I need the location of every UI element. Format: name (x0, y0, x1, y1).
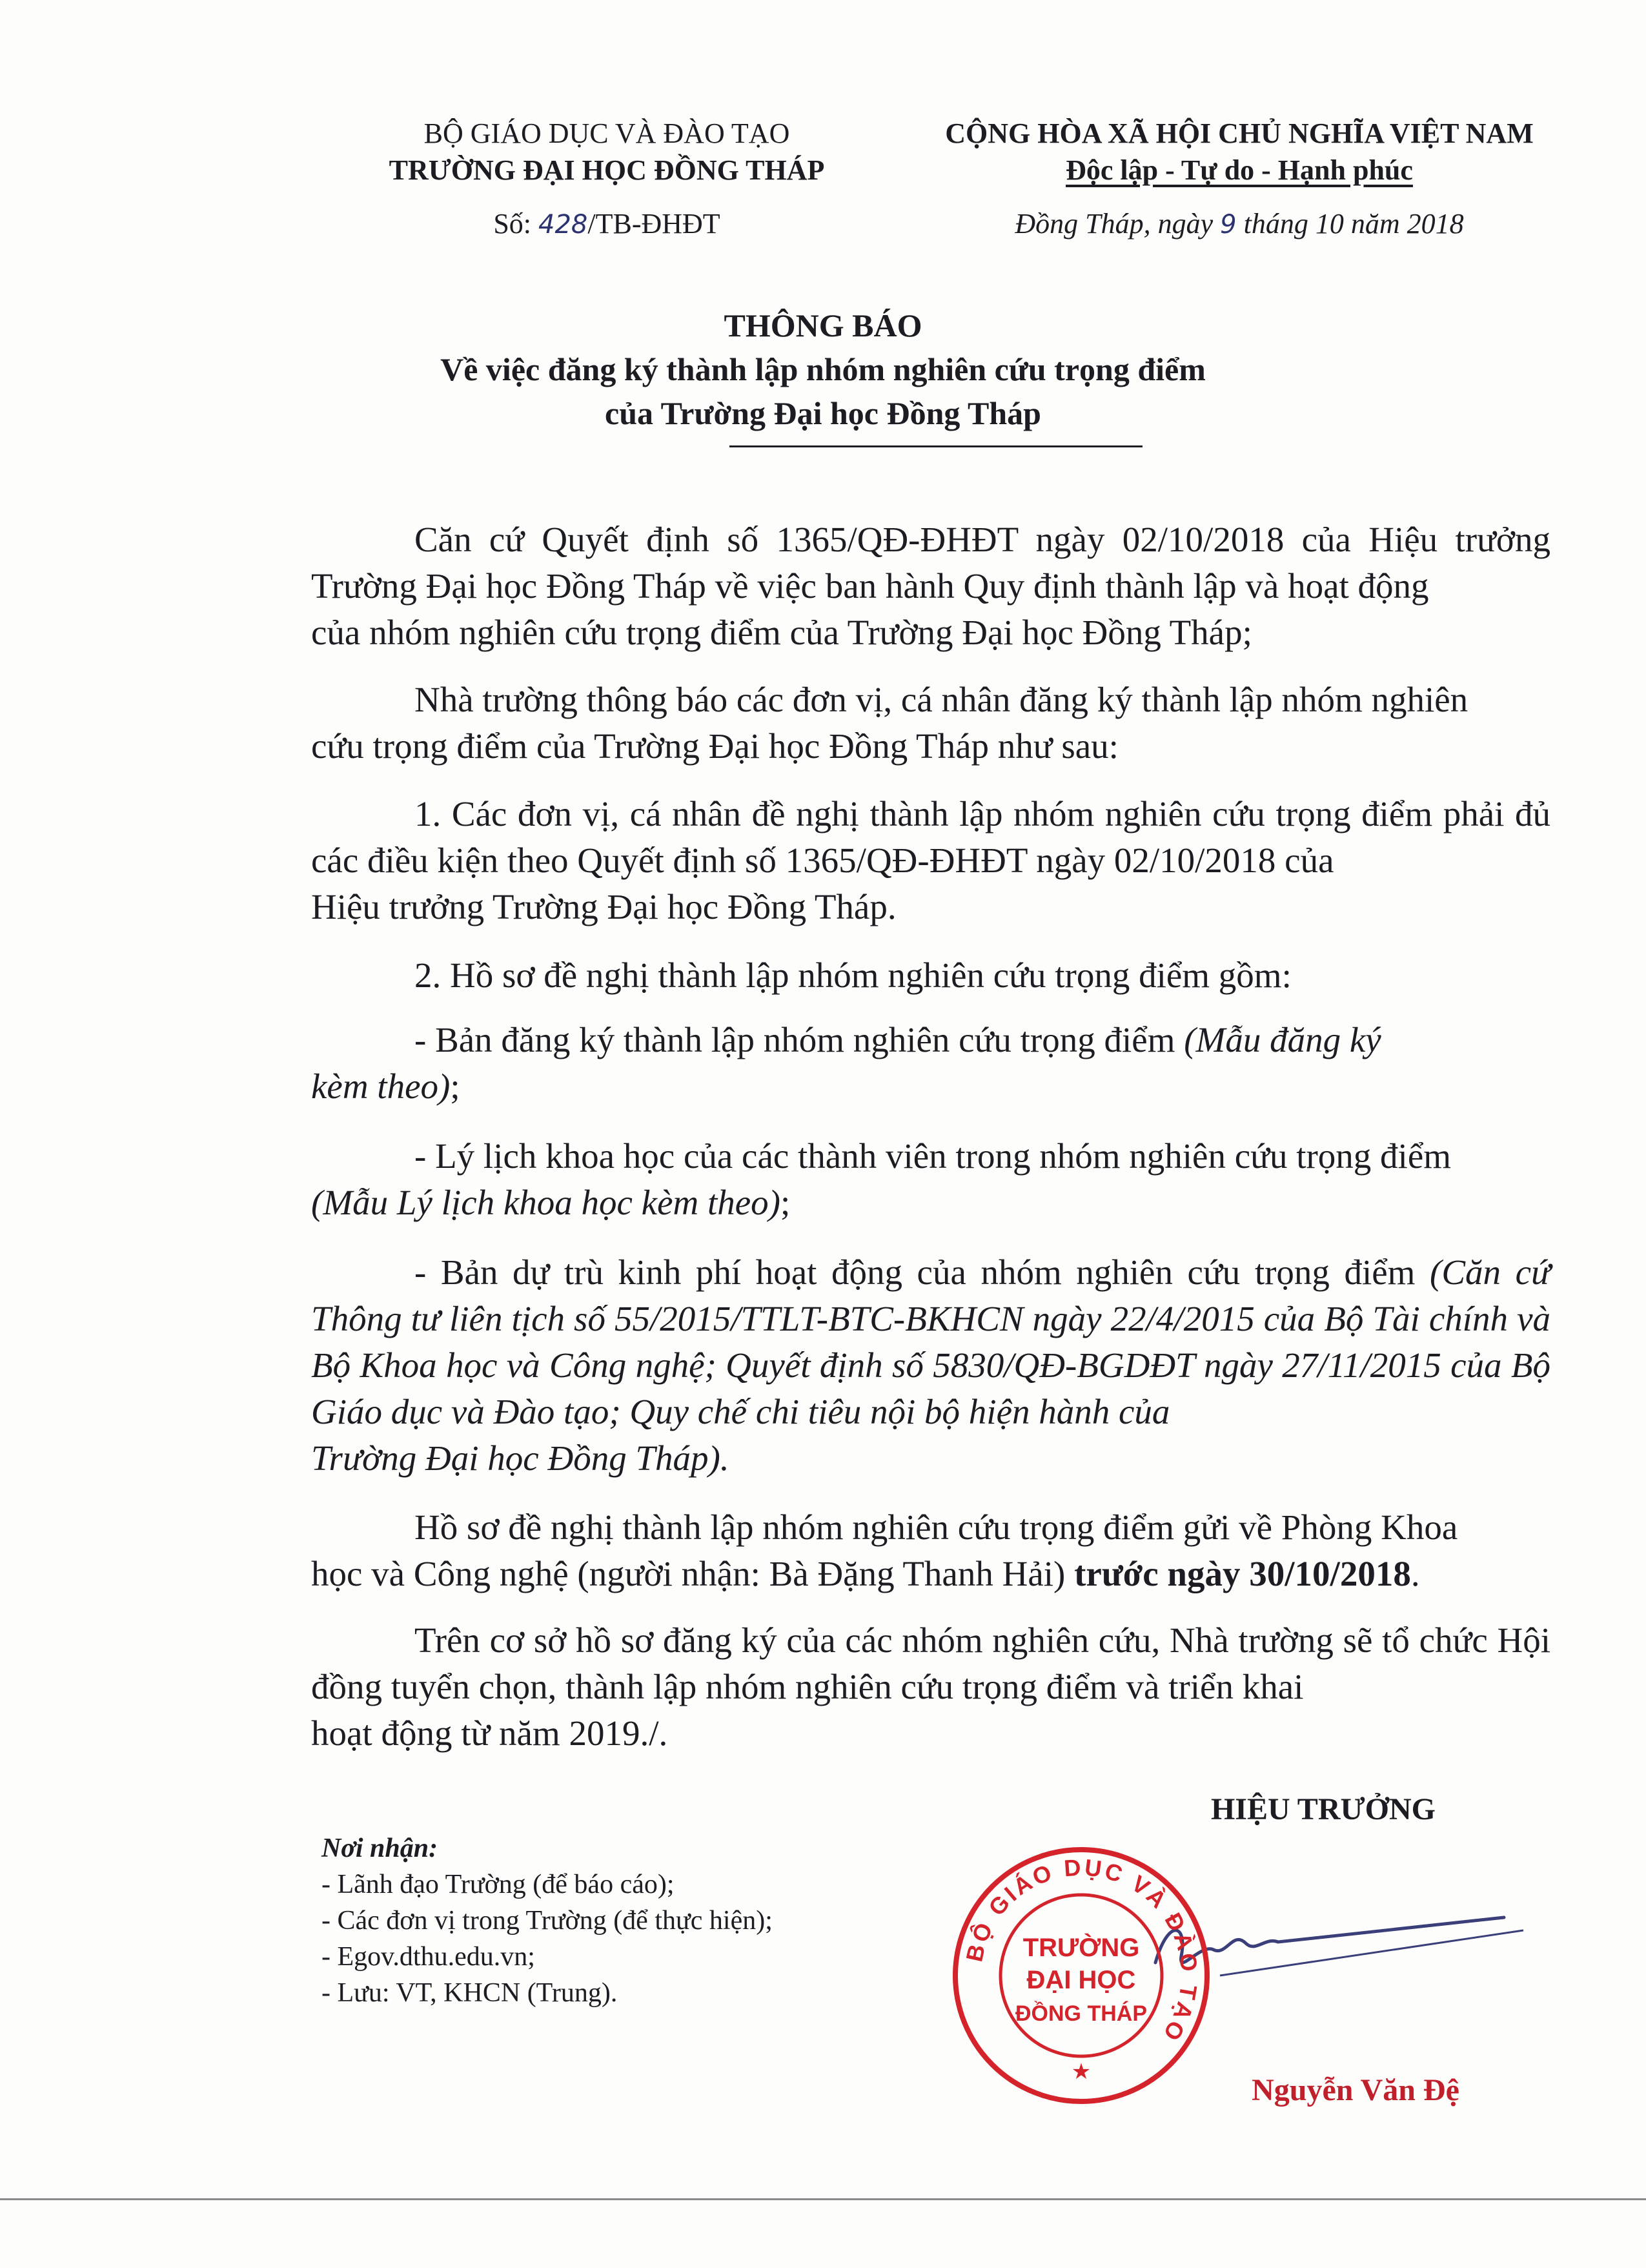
recipients-block (321, 1830, 967, 2011)
document-number: Số: 428/TB-ĐHĐT (493, 208, 720, 240)
recipient-item: - Egov.dthu.edu.vn; (321, 1942, 535, 1972)
paragraph-conclusion: Trên cơ sở hồ sơ đăng ký của các nhóm nghiên cứu, Nhà trường sẽ tổ chức Hội đồng tuyển chọn, thành lập nhóm nghiên cứu trọng điểm và triển khai hoạt động từ năm 2019./. (311, 1620, 1550, 1753)
seal-star-icon: ★ (1071, 2059, 1092, 2085)
school-name-underline-area (284, 159, 930, 161)
handwritten-number: 428 (538, 210, 588, 240)
signatory-title: HIỆU TRƯỞNG (1210, 1792, 1436, 1826)
deadline: trước ngày 30/10/2018 (1074, 1554, 1411, 1593)
national-motto: Độc lập - Tự do - Hạnh phúc (1066, 154, 1413, 187)
seal-line-2: ĐẠI HỌC (1026, 1966, 1136, 1994)
title-subject-line1: Về việc đăng ký thành lập nhóm nghiên cứu trọng điểm (440, 351, 1206, 387)
signatory-name: Nguyễn Văn Đệ (1252, 2073, 1459, 2107)
national-heading (878, 115, 1601, 189)
official-seal (946, 1840, 1217, 2111)
title-main: THÔNG BÁO (724, 307, 922, 343)
title-rule (729, 445, 1143, 447)
paragraph-registration-form: - Bản đăng ký thành lập nhóm nghiên cứu trọng điểm (Mẫu đăng ký kèm theo); (311, 1020, 1381, 1106)
recipient-item: - Các đơn vị trong Trường (để thực hiện); (321, 1906, 773, 1936)
recipients-heading: Nơi nhận: (321, 1834, 438, 1863)
school-name: TRƯỜNG ĐẠI HỌC ĐỒNG THÁP (389, 154, 825, 187)
issuing-authority (284, 115, 930, 189)
paragraph-announcement: Nhà trường thông báo các đơn vị, cá nhân đăng ký thành lập nhóm nghiên cứu trọng điểm của Trường Đại học Đồng Tháp như sau: (311, 680, 1468, 766)
paragraph-item-2: 2. Hồ sơ đề nghị thành lập nhóm nghiên cứu trọng điểm gồm: (414, 955, 1292, 995)
paragraph-budget: - Bản dự trù kinh phí hoạt động của nhóm nghiên cứu trọng điểm (Căn cứ Thông tư liên tịch số 55/2015/TTLT-BTC-BKHCN ngày 22/4/2015 của Bộ Tài chính và Bộ Khoa học và Công nghệ; Quyết định số 5830/QĐ-BGDĐT ngày 27/11/2015 của Bộ Giáo dục và Đào tạo; Quy chế chi tiêu nội bộ hiện hành của Trường Đại học Đồng Tháp). (311, 1252, 1550, 1478)
document-title (0, 303, 1646, 435)
page-bottom-rule (0, 2198, 1646, 2200)
handwritten-day: 9 (1220, 210, 1237, 240)
title-subject-line2: của Trường Đại học Đồng Tháp (605, 395, 1041, 431)
issue-date: Đồng Tháp, ngày 9 tháng 10 năm 2018 (1015, 208, 1464, 240)
paragraph-legal-basis: Căn cứ Quyết định số 1365/QĐ-ĐHĐT ngày 02/10/2018 của Hiệu trưởng Trường Đại học Đồng Tháp về việc ban hành Quy định thành lập và hoạt động của nhóm nghiên cứu trọng điểm của Trường Đại học Đồng Tháp; (311, 520, 1550, 652)
seal-line-3: ĐỒNG THÁP (1015, 2001, 1147, 2026)
recipient-item: - Lãnh đạo Trường (để báo cáo); (321, 1870, 675, 1899)
recipient-item: - Lưu: VT, KHCN (Trung). (321, 1978, 618, 2008)
country-name: CỘNG HÒA XÃ HỘI CHỦ NGHĨA VIỆT NAM (945, 117, 1534, 149)
seal-line-1: TRƯỜNG (1022, 1934, 1140, 1962)
paragraph-submission: Hồ sơ đề nghị thành lập nhóm nghiên cứu trọng điểm gửi về Phòng Khoa học và Công nghệ (người nhận: Bà Đặng Thanh Hải) trước ngày 30/10/2018. (311, 1507, 1458, 1593)
seal-ring-text: BỘ GIÁO DỤC VÀ ĐÀO TẠO (960, 1854, 1203, 2048)
paragraph-cv: - Lý lịch khoa học của các thành viên trong nhóm nghiên cứu trọng điểm (Mẫu Lý lịch khoa học kèm theo); (311, 1136, 1452, 1222)
ministry-name: BỘ GIÁO DỤC VÀ ĐÀO TẠO (423, 117, 790, 149)
paragraph-item-1: 1. Các đơn vị, cá nhân đề nghị thành lập nhóm nghiên cứu trọng điểm phải đủ các điều kiện theo Quyết định số 1365/QĐ-ĐHĐT ngày 02/10/2018 của Hiệu trưởng Trường Đại học Đồng Tháp. (311, 794, 1550, 926)
